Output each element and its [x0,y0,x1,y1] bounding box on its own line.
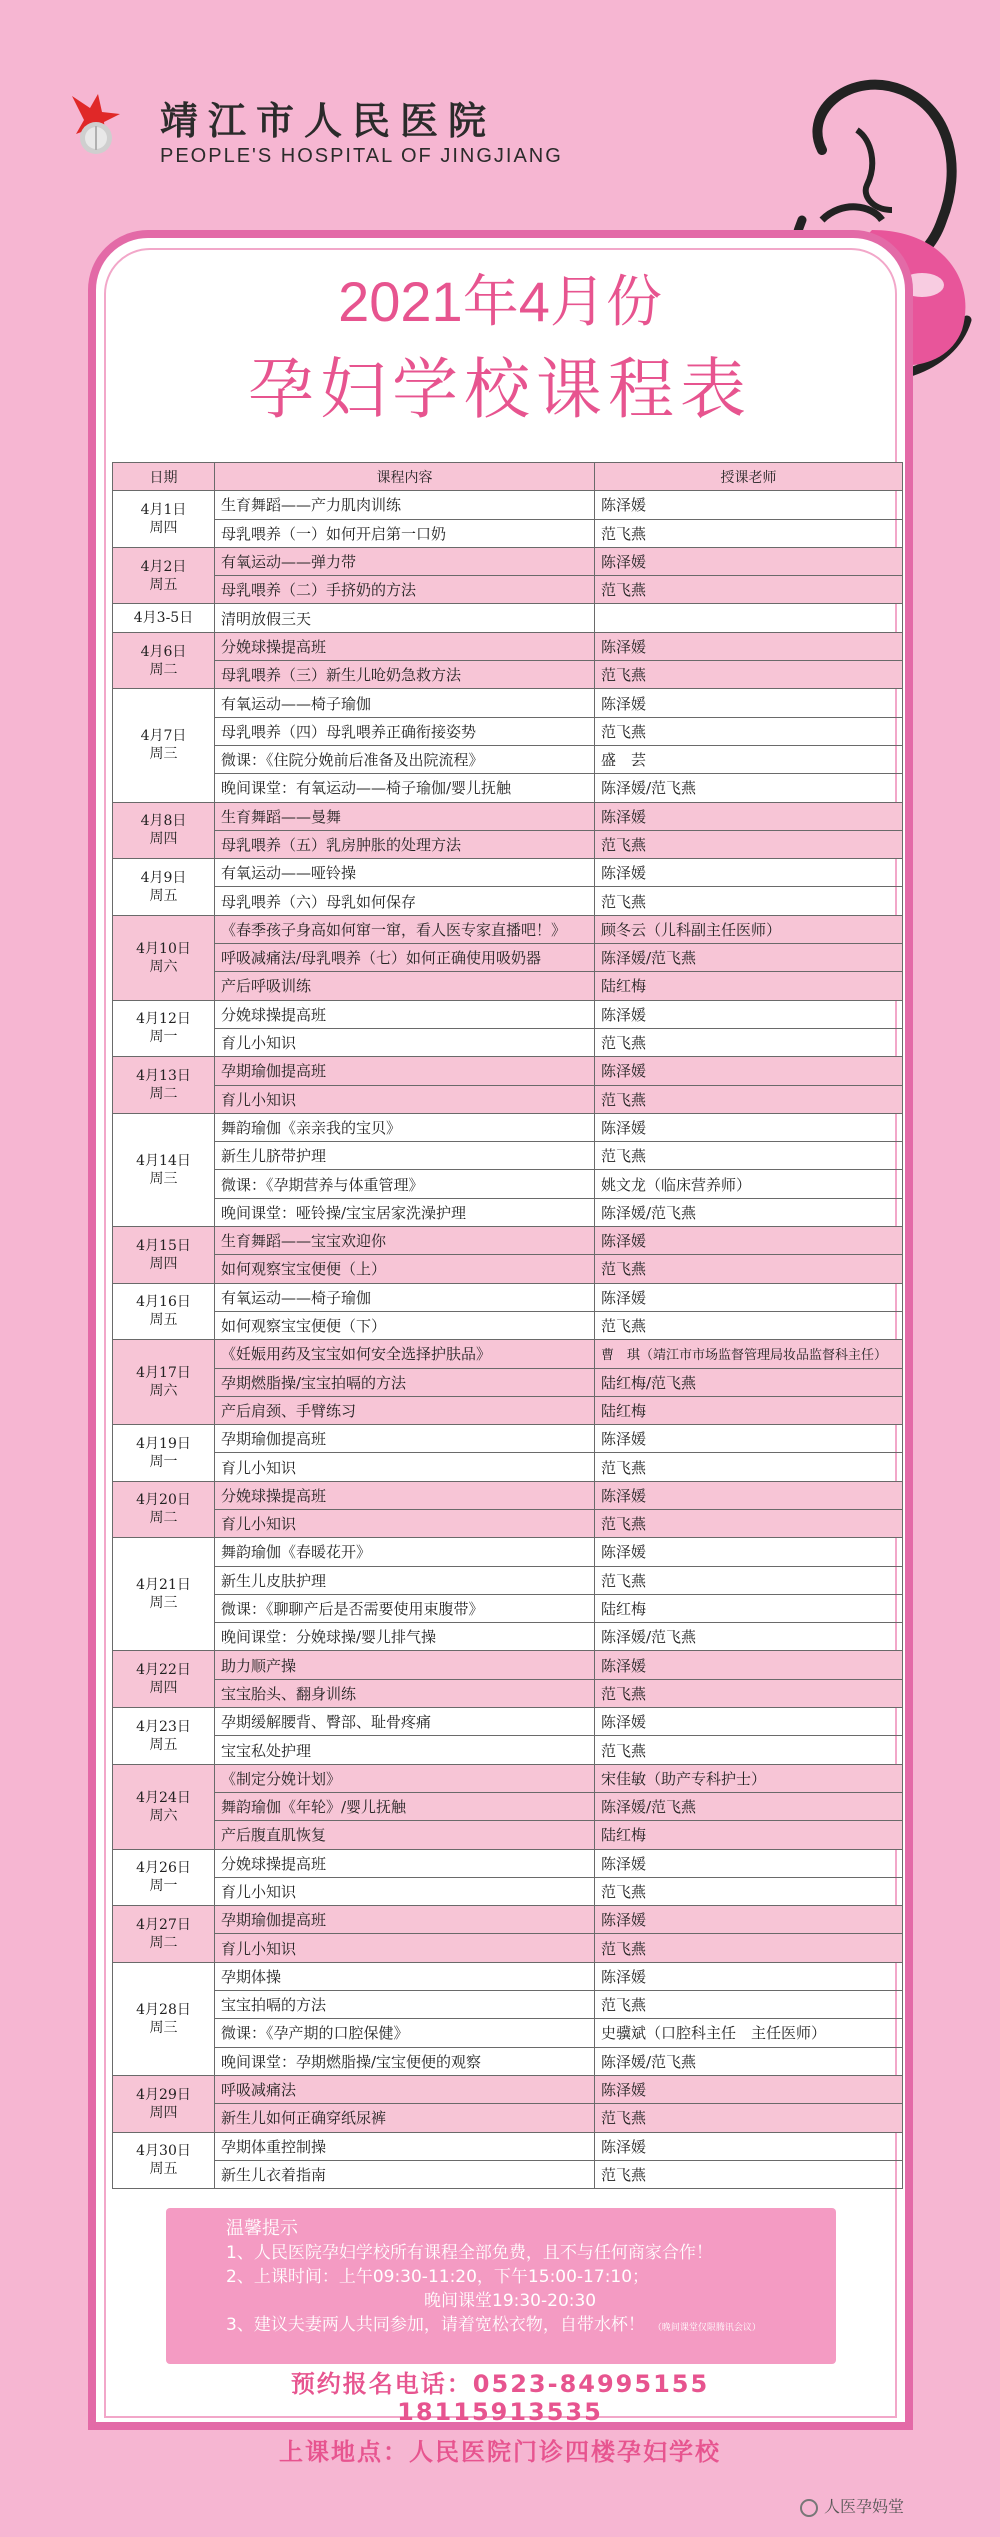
table-row [113,1453,903,1481]
teacher-cell: 陈泽媛 [595,1425,903,1453]
table-row [113,972,903,1000]
notice-line-4-text: 3、建议夫妻两人共同参加，请着宽松衣物，自带水杯！ [226,2315,645,2335]
teacher-cell: 范飞燕 [595,1566,903,1594]
table-row [113,1170,903,1198]
date-cell: 4月12日 周一 [113,1000,215,1057]
title-month: 2021年4月份 [338,270,662,333]
teacher-cell: 范飞燕 [595,1311,903,1339]
wechat-icon [800,2499,818,2517]
course-cell: 新生儿皮肤护理 [215,1566,595,1594]
table-row [113,1311,903,1339]
teacher-cell: 盛 芸 [595,745,903,773]
table-row [113,1227,903,1255]
table-row [113,2132,903,2160]
table-row [113,774,903,802]
table-row [113,1566,903,1594]
course-cell: 母乳喂养（二）手挤奶的方法 [215,576,595,604]
date-cell: 4月7日 周三 [113,689,215,802]
course-cell: 母乳喂养（三）新生儿呛奶急救方法 [215,661,595,689]
course-cell: 母乳喂养（六）母乳如何保存 [215,887,595,915]
table-row [113,1877,903,1905]
course-cell: 育儿小知识 [215,1934,595,1962]
teacher-cell: 范飞燕 [595,1509,903,1537]
table-row [113,1679,903,1707]
course-cell: 孕期燃脂操/宝宝拍嗝的方法 [215,1368,595,1396]
date-cell: 4月19日 周一 [113,1425,215,1482]
table-row [113,1906,903,1934]
teacher-cell: 陈泽媛 [595,1538,903,1566]
date-cell: 4月24日 周六 [113,1764,215,1849]
teacher-cell: 陈泽媛 [595,632,903,660]
teacher-cell: 陆红梅 [595,972,903,1000]
course-cell: 产后腹直肌恢复 [215,1821,595,1849]
course-cell: 育儿小知识 [215,1085,595,1113]
table-row [113,1538,903,1566]
teacher-cell: 范飞燕 [595,661,903,689]
table-row [113,1934,903,1962]
teacher-cell: 范飞燕 [595,1085,903,1113]
course-cell: 晚间课堂：哑铃操/宝宝居家洗澡护理 [215,1198,595,1226]
teacher-cell [595,604,903,632]
table-header-row [113,463,903,491]
table-row [113,1085,903,1113]
teacher-cell: 史骥斌（口腔科主任 主任医师） [595,2019,903,2047]
notice-box [166,2208,836,2364]
course-cell: 《制定分娩计划》 [215,1764,595,1792]
teacher-cell: 陈泽媛 [595,1227,903,1255]
course-cell: 新生儿如何正确穿纸尿裤 [215,2104,595,2132]
teacher-cell: 陈泽媛 [595,1057,903,1085]
teacher-cell: 顾冬云（儿科副主任医师） [595,915,903,943]
table-row [113,1962,903,1990]
table-row [113,519,903,547]
table-row [113,2160,903,2188]
table-row [113,1821,903,1849]
teacher-cell: 范飞燕 [595,1255,903,1283]
course-cell: 《妊娠用药及宝宝如何安全选择护肤品》 [215,1340,595,1368]
course-cell: 有氧运动——椅子瑜伽 [215,1283,595,1311]
table-row [113,604,903,632]
contact-phone: 预约报名电话：0523-84995155 [290,2370,710,2398]
table-row [113,632,903,660]
teacher-cell: 陆红梅 [595,1594,903,1622]
date-cell: 4月23日 周五 [113,1708,215,1765]
teacher-cell: 陈泽媛 [595,1481,903,1509]
course-cell: 微课：《孕产期的口腔保健》 [215,2019,595,2047]
notice-title: 温馨提示 [226,2218,298,2239]
table-row [113,745,903,773]
teacher-cell: 陈泽媛 [595,1708,903,1736]
course-schedule-table [112,462,903,2189]
date-cell: 4月10日 周六 [113,915,215,1000]
teacher-cell: 陆红梅 [595,1396,903,1424]
teacher-cell: 范飞燕 [595,1877,903,1905]
teacher-cell: 范飞燕 [595,576,903,604]
teacher-cell: 陈泽媛/范飞燕 [595,1623,903,1651]
table-body [113,491,903,2189]
course-cell: 生育舞蹈——产力肌肉训练 [215,491,595,519]
date-cell: 4月26日 周一 [113,1849,215,1906]
course-cell: 新生儿衣着指南 [215,2160,595,2188]
teacher-cell: 陈泽媛 [595,689,903,717]
teacher-cell: 曹 琪（靖江市市场监督管理局妆品监督科主任） [595,1340,903,1368]
course-cell: 育儿小知识 [215,1453,595,1481]
table-row [113,802,903,830]
course-cell: 呼吸减痛法 [215,2075,595,2103]
table-row [113,1623,903,1651]
teacher-cell: 陈泽媛 [595,1283,903,1311]
table-row [113,1792,903,1820]
table-row [113,2075,903,2103]
notice-line-1: 1、人民医院孕妇学校所有课程全部免费，且不与任何商家合作！ [226,2243,713,2263]
table-row [113,1198,903,1226]
table-row [113,1340,903,1368]
course-cell: 晚间课堂：孕期燃脂操/宝宝便便的观察 [215,2047,595,2075]
teacher-cell: 陈泽媛 [595,1962,903,1990]
date-cell: 4月13日 周二 [113,1057,215,1114]
table-row [113,1736,903,1764]
course-cell: 助力顺产操 [215,1651,595,1679]
date-cell: 4月15日 周四 [113,1227,215,1284]
table-row [113,1142,903,1170]
course-cell: 孕期瑜伽提高班 [215,1906,595,1934]
course-cell: 生育舞蹈——曼舞 [215,802,595,830]
table-row [113,1651,903,1679]
table-row [113,915,903,943]
table-row [113,1991,903,2019]
date-cell: 4月9日 周五 [113,859,215,916]
course-cell: 分娩球操提高班 [215,632,595,660]
course-cell: 舞韵瑜伽《亲亲我的宝贝》 [215,1113,595,1141]
table-row [113,887,903,915]
teacher-cell: 范飞燕 [595,1679,903,1707]
course-cell: 母乳喂养（四）母乳喂养正确衔接姿势 [215,717,595,745]
teacher-cell: 陈泽媛 [595,1000,903,1028]
hospital-name-en: PEOPLE'S HOSPITAL OF JINGJIANG [160,145,563,167]
course-cell: 晚间课堂：有氧运动——椅子瑜伽/婴儿抚触 [215,774,595,802]
table-row [113,1764,903,1792]
header-course: 课程内容 [215,463,595,491]
teacher-cell: 陈泽媛/范飞燕 [595,2047,903,2075]
course-cell: 晚间课堂：分娩球操/婴儿排气操 [215,1623,595,1651]
teacher-cell: 范飞燕 [595,887,903,915]
course-cell: 舞韵瑜伽《春暖花开》 [215,1538,595,1566]
date-cell: 4月30日 周五 [113,2132,215,2189]
date-cell: 4月17日 周六 [113,1340,215,1425]
table-row [113,1113,903,1141]
course-cell: 清明放假三天 [215,604,595,632]
hospital-name-cn: 靖江市人民医院 [160,98,497,143]
course-cell: 微课：《孕期营养与体重管理》 [215,1170,595,1198]
table-row [113,2019,903,2047]
table-row [113,2047,903,2075]
course-cell: 有氧运动——哑铃操 [215,859,595,887]
teacher-cell: 陈泽媛 [595,859,903,887]
teacher-cell: 陈泽媛/范飞燕 [595,1792,903,1820]
date-cell: 4月3-5日 [113,604,215,632]
header-teacher: 授课老师 [595,463,903,491]
watermark [800,2494,904,2517]
table-row [113,1255,903,1283]
teacher-cell: 范飞燕 [595,1453,903,1481]
date-cell: 4月29日 周四 [113,2075,215,2132]
table-row [113,944,903,972]
course-cell: 分娩球操提高班 [215,1481,595,1509]
course-cell: 分娩球操提高班 [215,1849,595,1877]
teacher-cell: 范飞燕 [595,1991,903,2019]
table-row [113,1509,903,1537]
teacher-cell: 陆红梅/范飞燕 [595,1368,903,1396]
table-row [113,576,903,604]
course-cell: 有氧运动——椅子瑜伽 [215,689,595,717]
teacher-cell: 范飞燕 [595,717,903,745]
teacher-cell: 陈泽媛 [595,491,903,519]
course-cell: 母乳喂养（五）乳房肿胀的处理方法 [215,830,595,858]
course-cell: 产后肩颈、手臂练习 [215,1396,595,1424]
table-row [113,717,903,745]
table-row [113,491,903,519]
course-cell: 舞韵瑜伽《年轮》/婴儿抚触 [215,1792,595,1820]
course-cell: 如何观察宝宝便便（上） [215,1255,595,1283]
table-row [113,1425,903,1453]
teacher-cell: 陈泽媛/范飞燕 [595,774,903,802]
course-cell: 孕期缓解腰背、臀部、耻骨疼痛 [215,1708,595,1736]
contact-phone-2: 18115913535 [397,2398,603,2426]
date-cell: 4月27日 周二 [113,1906,215,1963]
date-cell: 4月1日 周四 [113,491,215,548]
course-cell: 宝宝胎头、翻身训练 [215,1679,595,1707]
course-cell: 如何观察宝宝便便（下） [215,1311,595,1339]
table-row [113,1594,903,1622]
date-cell: 4月2日 周五 [113,547,215,604]
teacher-cell: 范飞燕 [595,1028,903,1056]
teacher-cell: 范飞燕 [595,1736,903,1764]
teacher-cell: 范飞燕 [595,2160,903,2188]
course-cell: 新生儿脐带护理 [215,1142,595,1170]
table-row [113,1396,903,1424]
table-row [113,859,903,887]
course-cell: 《春季孩子身高如何窜一窜，看人医专家直播吧！》 [215,915,595,943]
table-row [113,1028,903,1056]
course-cell: 分娩球操提高班 [215,1000,595,1028]
table-row [113,1708,903,1736]
date-cell: 4月16日 周五 [113,1283,215,1340]
notice-line-4-small: （晚间课堂仅限腾讯会议） [652,2323,761,2333]
date-cell: 4月28日 周三 [113,1962,215,2075]
table-row [113,1849,903,1877]
course-cell: 孕期体操 [215,1962,595,1990]
course-cell: 育儿小知识 [215,1028,595,1056]
teacher-cell: 陈泽媛 [595,1849,903,1877]
header-date: 日期 [113,463,215,491]
table-row [113,830,903,858]
course-cell: 微课：《聊聊产后是否需要使用束腹带》 [215,1594,595,1622]
date-cell: 4月14日 周三 [113,1113,215,1226]
date-cell: 4月21日 周三 [113,1538,215,1651]
course-cell: 母乳喂养（一）如何开启第一口奶 [215,519,595,547]
teacher-cell: 陆红梅 [595,1821,903,1849]
table-row [113,2104,903,2132]
table-row [113,1057,903,1085]
table-row [113,661,903,689]
course-cell: 宝宝拍嗝的方法 [215,1991,595,2019]
teacher-cell: 范飞燕 [595,2104,903,2132]
teacher-cell: 范飞燕 [595,1934,903,1962]
table-row [113,1368,903,1396]
course-cell: 孕期瑜伽提高班 [215,1057,595,1085]
teacher-cell: 陈泽媛 [595,547,903,575]
table-row [113,689,903,717]
course-cell: 有氧运动——弹力带 [215,547,595,575]
course-cell: 育儿小知识 [215,1509,595,1537]
date-cell: 4月22日 周四 [113,1651,215,1708]
teacher-cell: 陈泽媛 [595,2132,903,2160]
course-cell: 产后呼吸训练 [215,972,595,1000]
teacher-cell: 宋佳敏（助产专科护士） [595,1764,903,1792]
course-cell: 育儿小知识 [215,1877,595,1905]
notice-line-3: 晚间课堂19:30-20:30 [424,2291,597,2311]
course-cell: 孕期瑜伽提高班 [215,1425,595,1453]
teacher-cell: 陈泽媛/范飞燕 [595,1198,903,1226]
title-course-schedule: 孕妇学校课程表 [248,351,752,428]
notice-line-2: 2、上课时间：上午09:30-11:20，下午15:00-17:10； [226,2267,650,2287]
course-cell: 生育舞蹈——宝宝欢迎你 [215,1227,595,1255]
watermark-text: 人医孕妈堂 [824,2497,905,2516]
date-cell: 4月6日 周二 [113,632,215,689]
date-cell: 4月8日 周四 [113,802,215,859]
teacher-cell: 范飞燕 [595,519,903,547]
date-cell: 4月20日 周二 [113,1481,215,1538]
teacher-cell: 陈泽媛 [595,802,903,830]
course-cell: 孕期体重控制操 [215,2132,595,2160]
table-row [113,547,903,575]
course-cell: 微课：《住院分娩前后准备及出院流程》 [215,745,595,773]
teacher-cell: 陈泽媛/范飞燕 [595,944,903,972]
table-row [113,1481,903,1509]
table-row [113,1000,903,1028]
teacher-cell: 陈泽媛 [595,1651,903,1679]
course-cell: 宝宝私处护理 [215,1736,595,1764]
teacher-cell: 范飞燕 [595,1142,903,1170]
teacher-cell: 陈泽媛 [595,1906,903,1934]
notice-line-4 [226,2310,761,2335]
teacher-cell: 范飞燕 [595,830,903,858]
table-row [113,1283,903,1311]
course-cell: 呼吸减痛法/母乳喂养（七）如何正确使用吸奶器 [215,944,595,972]
teacher-cell: 姚文龙（临床营养师） [595,1170,903,1198]
teacher-cell: 陈泽媛 [595,2075,903,2103]
hospital-logo-icon [62,88,126,160]
class-location: 上课地点：人民医院门诊四楼孕妇学校 [279,2438,721,2466]
teacher-cell: 陈泽媛 [595,1113,903,1141]
